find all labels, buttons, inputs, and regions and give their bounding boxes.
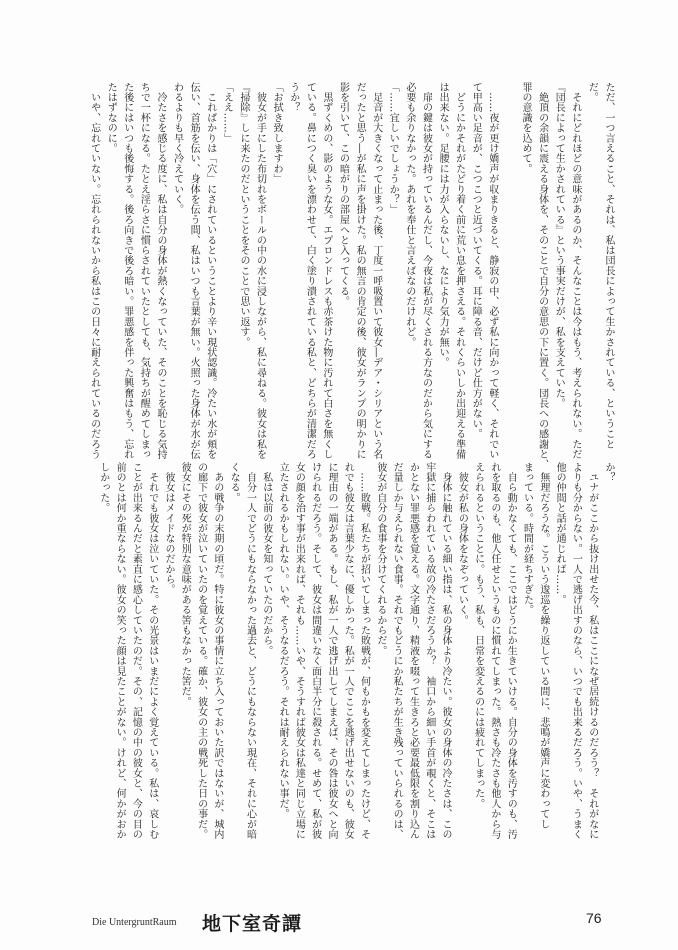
text-line: しかった。 xyxy=(97,462,109,513)
text-line: 無理だろうな。こういう逡巡を繰り返している間に、悲鳴が嬌声に変わってし xyxy=(537,462,549,830)
text-line: 牢獄に捕らわれている故の冷たさだろうか？ 袖口から細い手首が覗くと、そこは xyxy=(423,462,435,840)
text-line: ことが出来るんだと素直に感心していたのだ。その、記憶の中の彼女と、今の目の xyxy=(130,462,142,840)
text-line: ……夜が更け嬌声が収まりきると、静寂の中、必ず私に向かって軽く、それでい xyxy=(486,82,498,460)
text-line: 絶頂の余韻に震える身体を、そのことで自分の意思の下に置く。団長への感謝と、 xyxy=(536,82,548,470)
text-line: いや、忘れていない。忘れられないから私はこの日々に耐えられているのだろう xyxy=(88,82,100,460)
text-line: は出来ない。足腰には力が入らないし、なにより気力が無い。 xyxy=(437,82,449,368)
text-line: 必要も余りなかった。あれを奉仕と言えばなのだけれど。 xyxy=(403,82,415,348)
text-line: 冷たさを感じる度に、私は自分の身体が熱くなっていた、そのことを恥じる気持 xyxy=(154,82,166,460)
text-line: 身体に触れている細い指は、私の身体より冷たい。彼女の身体の冷たさは、この xyxy=(440,462,452,840)
text-line xyxy=(500,82,517,450)
text-line: 『団長によって生かされている』という事実だけが、私を支えていた。 xyxy=(553,82,565,409)
text-line: 黒ずくめの、影のような女。エプロンドレスも赤茶けた物に汚れて白さを無くし xyxy=(320,82,332,460)
text-line: 扉の鍵は彼女が持っているんだし、今夜は私が尽くされる方なのだから気にする xyxy=(420,82,432,460)
text-line: 自ら動かなくても、ここではどうにか生きていける。自分の身体を汚すのも、汚 xyxy=(505,462,517,840)
text-line: れを取るのも、他人任せというものに慣れてしまった。熱さも冷たさも他人から与 xyxy=(488,462,500,840)
text-line: 立たされるかもしれない。いや、そうなるだろう。それは耐えられない事だ。 xyxy=(277,462,289,819)
text-line: だ。 xyxy=(586,82,598,103)
text-line: 私は以前の彼女を知っていたのだから。 xyxy=(260,462,272,656)
text-line: か？ xyxy=(603,462,614,483)
text-line: だったと思う―が私に声を掛けた。私の無言の肯定の後、彼女がランプの明かりに xyxy=(354,82,366,460)
text-line: それでも彼女は泣いていた。その光景はいまだによく覚えている。私は、哀しむ xyxy=(146,462,158,840)
footer-book-title: 地下室奇譚 xyxy=(202,913,303,935)
text-line: えられるということに。もう、私も、日常を変えるのには疲れてしまった。 xyxy=(472,462,484,809)
text-line: れでも彼女は言葉少なに、優しかった。私が一人でここを逃げ出せないのも、彼女 xyxy=(342,462,354,840)
text-line: 彼女はメイドなのだから。 xyxy=(162,462,174,595)
page-number: 76 xyxy=(586,910,602,926)
text-line: 影を引いて、この暗がりの部屋へと入ってくる。 xyxy=(337,82,349,307)
upper-text-block xyxy=(85,82,616,470)
text-line: それにどれほどの意味があるのか、そんなことは今はもう、考えられない。ただ xyxy=(569,82,581,460)
text-line: ユナがここから抜け出せた今、私はここになぜ居続けるのだろう？ それがなに xyxy=(586,462,598,840)
text-line: 罪の意識を込めて。 xyxy=(520,82,532,174)
text-line: て甲高い足音が、こつこつと近づいてくる。耳に障る音、だけど仕方がない。 xyxy=(470,82,482,439)
text-line: ……敗戦。私たちが招いてしまった敗戦が、何もかもを変えてしまったけど、そ xyxy=(358,462,370,840)
text-line: ただ、一つ言えること、それは、私は団長によって生かされている、ということ xyxy=(603,82,614,450)
text-line: よりも分からない。一人で逃げ出すのなら、いつでも出来るだろう。いや、うまく xyxy=(570,462,582,840)
text-line: 前のとは何か重ならない。彼女の笑った顔は見たことがない。けれど、何かがおか xyxy=(114,462,126,840)
text-line: 彼女が私の身体をなぞっていく。 xyxy=(456,462,468,626)
text-line: た後にはいつも後悔する。後ろ向きで後ろ暗い。罪悪感を伴った興奮はもう、忘れ xyxy=(121,82,133,460)
text-line: 彼女が手にした布切れをボールの中の水に浸しながら、私に尋ねる。彼女は私を xyxy=(254,82,266,460)
text-line: 他の仲間と話が通じれば……。 xyxy=(554,462,566,605)
text-line: の廊下で彼女が泣いていたのを覚えている。確か、彼女の主の戦死した日の事だ。 xyxy=(195,462,207,840)
text-line: あの戦争の末期の頃だ。特に彼女の事情に立ち入っておいた訳ではないが、城内 xyxy=(211,462,223,840)
text-line: 彼女が自分の食事を分けてくれるからだ。 xyxy=(374,462,386,656)
text-line: まっている。時間が経ちすぎた。 xyxy=(521,462,533,615)
text-line: わるよりも早く冷えていく。 xyxy=(171,82,183,215)
text-line: 伝い、首筋を伝い、身体を伝う間、私はいつも言葉が無い。火照った身体が水が伝 xyxy=(188,82,200,460)
text-line: ている。鼻につく臭いを漂わせて、白く塗り潰されている私と、どちらが清潔だろ xyxy=(304,82,316,460)
text-line: 自分一人でどうにもならなかった過去と、どうにもならない現在、それに心が暗 xyxy=(244,462,256,840)
text-line: うか？ xyxy=(287,82,299,113)
text-line: だ量しか与えられない食事。それでもどうにか私たちが生き残っていられるのは、 xyxy=(391,462,403,840)
lower-text-block xyxy=(95,462,617,860)
text-line: かとない罪悪感を覚える。文字通り、精液を啜って生きろと必要最低限を割り込ん xyxy=(407,462,419,840)
text-line: 彼女にその死が特別な意味がある筈もなかった筈だ。 xyxy=(179,462,191,707)
text-line: ちで一杯になる。たとえ淫らさに慣らされていたとしても、気持ちが醒めてしまっ xyxy=(138,82,150,460)
footer-series-title: Die UntergruntRaum xyxy=(92,917,177,928)
text-line: 『掃除』しに来たのだということをそのことで思い返す。 xyxy=(237,82,249,348)
text-line: 「お拭き致しますわ」 xyxy=(271,82,283,184)
text-line: 「ええ……」 xyxy=(221,82,233,144)
text-line: どうにかそれがたどり着く前に荒い息を押さえる。それくらいしか出迎える準備 xyxy=(453,82,465,460)
text-line: くなる。 xyxy=(228,462,240,503)
text-line: 「……宜しいでしょうか？」 xyxy=(387,82,399,215)
text-line: けられるだろう。そして、彼女は間違いなく面白半分に殺される。せめて、私が彼 xyxy=(309,462,321,840)
text-line: 足音が大きくなって止まった後、丁度一呼吸置いて彼女―デア・シリアという名 xyxy=(370,82,382,460)
text-line: たはずなのに。 xyxy=(105,82,117,154)
text-line: に理由の一端がある。もし、私が一人で逃げ出してしまえば、その咎は彼女へと向 xyxy=(325,462,337,840)
text-line: 女の顔を治す事が出来れば、それも……いや、そうすれば彼女は私達と同じ立場に xyxy=(293,462,305,840)
text-line: これぱかりは「穴」にされているということより辛い現状認識。冷たい水が頬を xyxy=(204,82,216,460)
